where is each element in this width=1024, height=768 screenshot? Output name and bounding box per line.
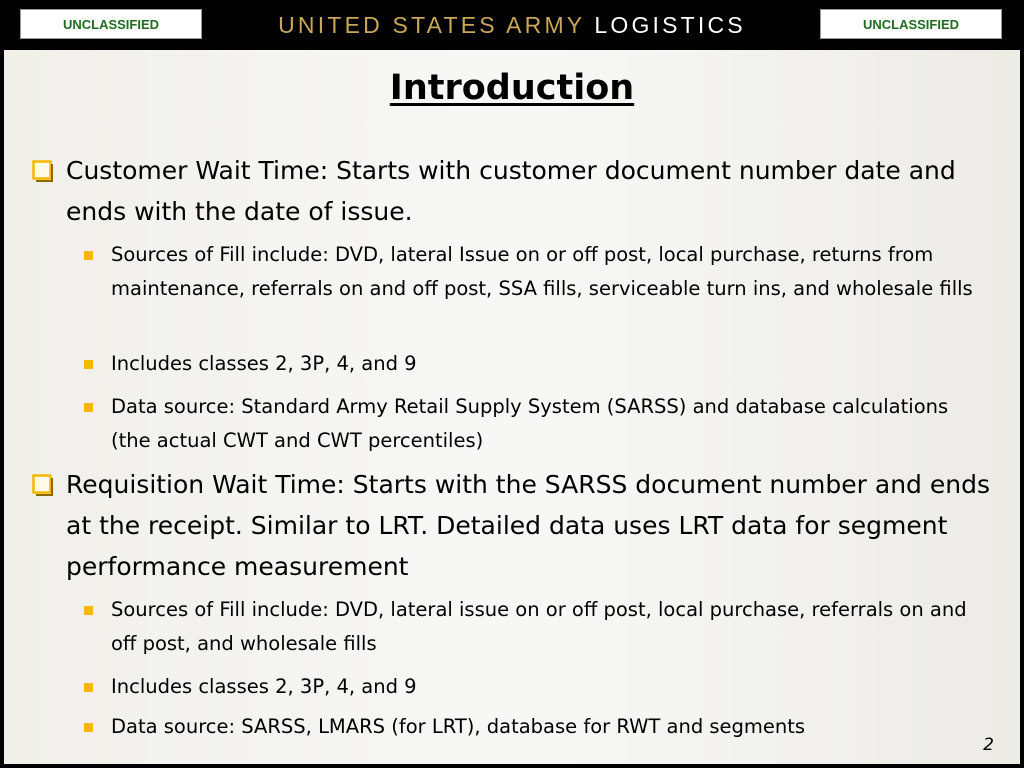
brand-text-part1: UNITED STATES ARMY — [278, 11, 586, 38]
bullet-level2-text: Includes classes 2, 3P, 4, and 9 — [111, 352, 417, 375]
bullet-level1-text: Requisition Wait Time: Starts with the SARSS document number and ends at the receipt. Similar to LRT. Detailed data uses LRT data for segment performance measurement — [66, 470, 990, 581]
square-bullet-icon — [84, 360, 93, 369]
bullet-level1-text: Customer Wait Time: Starts with customer document number date and ends with the date of issue. — [66, 156, 956, 226]
square-bullet-icon — [84, 683, 93, 692]
bullet-level2-item — [111, 710, 981, 744]
bullet-level2-text: Includes classes 2, 3P, 4, and 9 — [111, 675, 417, 698]
classification-banner-left: UNCLASSIFIED — [20, 9, 202, 39]
slide-title: Introduction — [389, 68, 635, 108]
hollow-square-bullet-icon — [32, 474, 54, 496]
hollow-square-bullet-icon — [32, 160, 54, 182]
square-bullet-icon — [84, 251, 93, 260]
bullet-level2-item — [111, 670, 981, 704]
square-bullet-icon — [84, 606, 93, 615]
classification-banner-right: UNCLASSIFIED — [820, 9, 1002, 39]
bullet-level2-item — [111, 347, 981, 381]
bullet-level1-item — [66, 150, 1006, 232]
bullet-level2-item — [111, 593, 981, 661]
bullet-level2-item — [111, 390, 981, 458]
square-bullet-icon — [84, 723, 93, 732]
page-number: 2 — [983, 735, 994, 755]
bullet-level1-item — [66, 464, 1006, 587]
square-bullet-icon — [84, 403, 93, 412]
slide-content — [4, 50, 1020, 764]
bullet-level2-text: Sources of Fill include: DVD, lateral issue on or off post, local purchase, referrals on and off post, and wholesale fills — [111, 598, 967, 655]
bullet-level2-text: Data source: SARSS, LMARS (for LRT), database for RWT and segments — [111, 715, 806, 738]
bullet-level2-text: Data source: Standard Army Retail Supply System (SARSS) and database calculations (the actual CWT and CWT percentiles) — [111, 395, 949, 452]
header-bar — [0, 0, 1024, 50]
bullet-level2-text: Sources of Fill include: DVD, lateral Issue on or off post, local purchase, returns from maintenance, referrals on and off post, SSA fills, serviceable turn ins, and wholesale fills — [111, 243, 973, 300]
brand-text-part2: LOGISTICS — [594, 11, 746, 38]
brand-wordmark — [210, 8, 814, 42]
bullet-level2-item — [111, 238, 981, 306]
